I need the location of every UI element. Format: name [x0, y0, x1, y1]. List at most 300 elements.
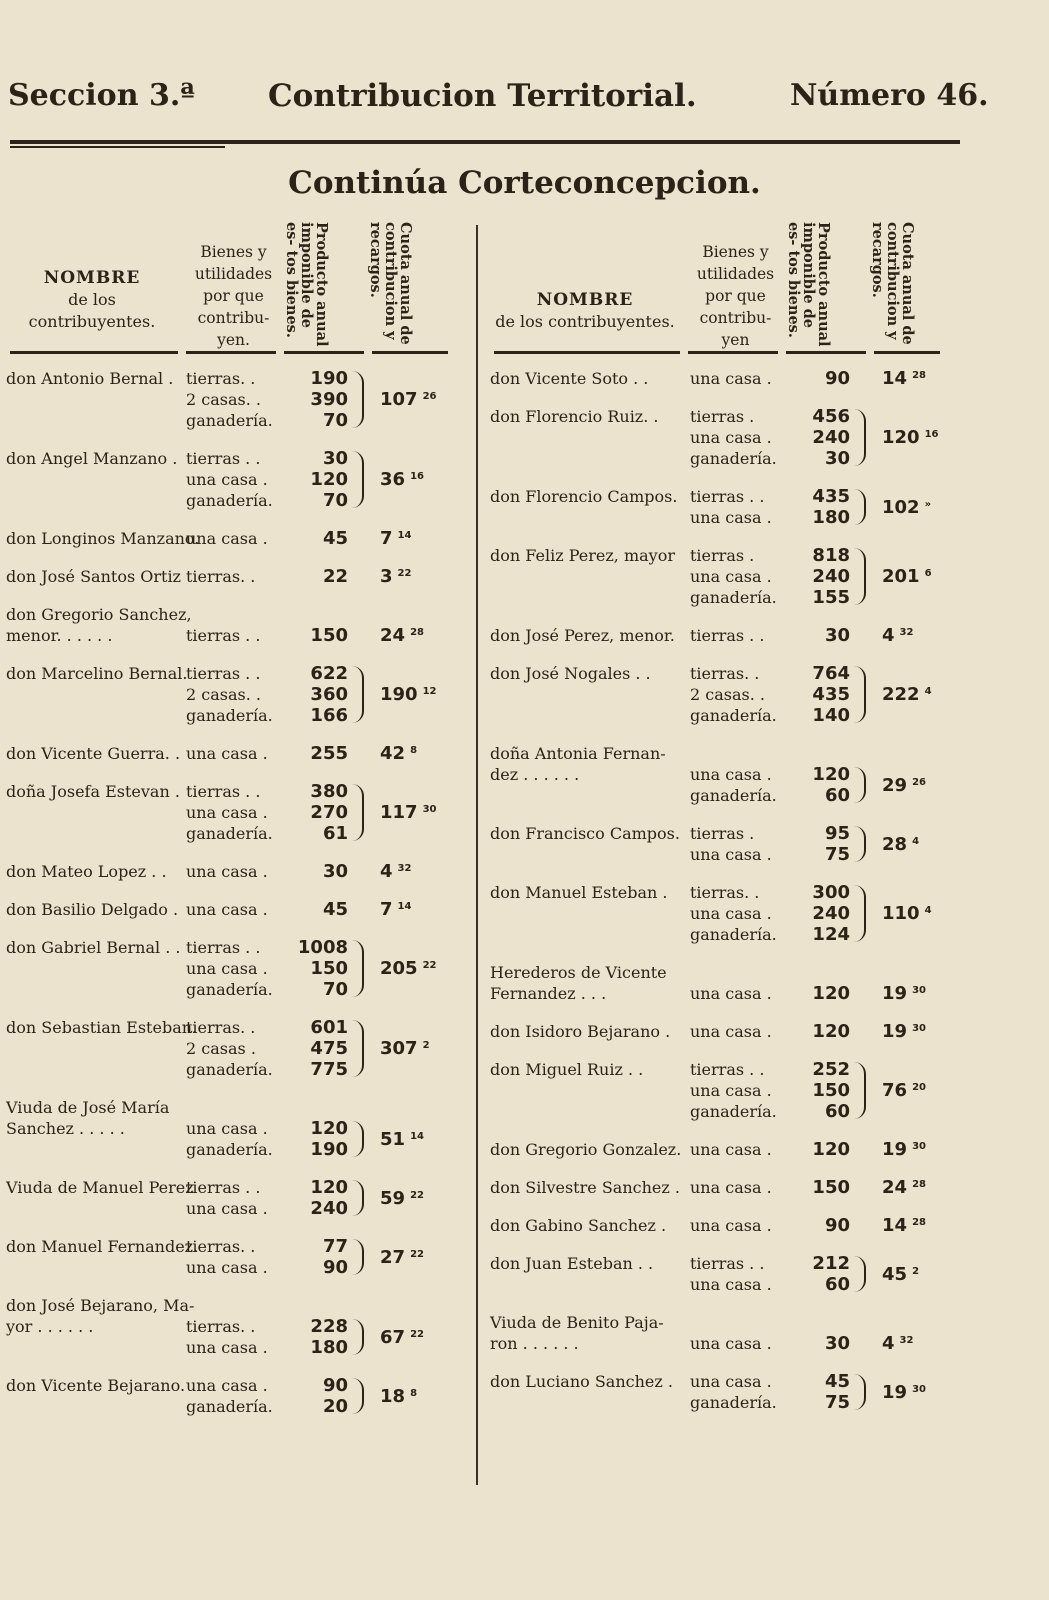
cuota-cell — [882, 1177, 926, 1198]
producto-value: 622 — [310, 663, 348, 684]
producto-value: 90 — [322, 1257, 348, 1278]
producto-value: 45 — [322, 528, 348, 549]
bienes-cell — [186, 663, 273, 726]
bienes-line: una casa . — [186, 1199, 268, 1218]
cuota-cell — [882, 566, 932, 587]
producto-value: 252 — [812, 1059, 850, 1080]
contributor-name — [6, 1295, 194, 1337]
brace-mark — [852, 489, 866, 525]
bienes-line: 2 casas. . — [186, 685, 261, 704]
contributor-name-line: don Angel Manzano . — [6, 449, 178, 468]
contributor-name-line: don Mateo Lopez . . — [6, 862, 167, 881]
bienes-cell — [186, 861, 268, 882]
contributor-name — [490, 882, 668, 903]
contributor-name — [6, 663, 187, 684]
bienes-line: una casa . — [186, 529, 268, 548]
cuota-value: 36 — [380, 469, 406, 490]
bienes-line: una casa . — [690, 1334, 772, 1353]
producto-value: 212 — [812, 1253, 850, 1274]
header-underline — [874, 351, 940, 354]
cuota-value: 59 — [380, 1187, 406, 1209]
contributor-name — [490, 1371, 673, 1392]
bienes-line: ganadería. — [186, 411, 273, 430]
producto-cell — [790, 962, 850, 1004]
cuota-cell — [380, 1038, 430, 1059]
contributor-name — [490, 406, 659, 427]
cuota-cents: 32 — [397, 863, 412, 874]
bienes-cell — [690, 625, 764, 646]
brace-mark — [852, 666, 866, 723]
producto-value: 95 — [824, 823, 850, 844]
producto-value: 150 — [812, 1080, 850, 1101]
cuota-cents: 14 — [397, 901, 412, 912]
cuota-cell — [380, 389, 437, 410]
cuota-cents: 30 — [912, 1141, 926, 1152]
producto-cell — [288, 528, 348, 549]
bienes-cell — [690, 962, 772, 1004]
bienes-line: tierras. . — [186, 369, 256, 388]
contributor-name — [490, 545, 675, 566]
cuota-cell — [380, 1188, 424, 1209]
cuota-value: 7 — [380, 528, 393, 549]
bienes-cell — [690, 823, 772, 865]
producto-value: 150 — [310, 625, 348, 646]
table-row — [490, 368, 950, 389]
contributor-name-line: don Manuel Fernandez. — [6, 1237, 199, 1256]
brace-mark — [852, 1062, 866, 1119]
producto-value: 30 — [322, 861, 348, 882]
producto-value — [790, 743, 850, 764]
cuota-value: 29 — [882, 774, 908, 796]
header-underline — [494, 351, 680, 354]
producto-value: 30 — [824, 448, 850, 469]
contributor-name — [6, 781, 180, 802]
table-row — [490, 743, 950, 806]
bienes-cell — [690, 1371, 777, 1413]
contributor-name-line: don José Bejarano, Ma- — [6, 1296, 195, 1315]
table-row — [6, 663, 456, 726]
producto-cell — [288, 1375, 348, 1417]
table-row — [6, 368, 456, 431]
bienes-cell — [186, 528, 268, 549]
producto-value: 150 — [310, 958, 348, 979]
cuota-value: 76 — [882, 1080, 908, 1101]
producto-cell — [790, 882, 850, 945]
producto-value: 228 — [310, 1316, 348, 1337]
bienes-line: 2 casas. . — [690, 685, 765, 704]
bienes-line — [690, 1312, 772, 1333]
bienes-line: tierras. . — [186, 1317, 256, 1336]
contributor-name-line: Fernandez . . . — [490, 984, 607, 1003]
cuota-value: 4 — [882, 1333, 895, 1354]
brace-mark — [350, 1020, 364, 1077]
producto-value: 30 — [322, 448, 348, 469]
contributor-name-line: don Francisco Campos. — [490, 824, 680, 843]
cuota-value: 117 — [380, 802, 418, 823]
contributor-name — [490, 1253, 653, 1274]
producto-value: 435 — [812, 684, 850, 705]
cuota-cents: 4 — [924, 905, 932, 916]
cuota-value: 24 — [882, 1177, 908, 1198]
bienes-line — [690, 962, 772, 983]
bienes-cell — [186, 899, 268, 920]
cuota-cell — [882, 1264, 919, 1285]
cuota-header: Cuota anual de contribucion y recargos. — [367, 222, 414, 345]
cuota-cell — [882, 834, 919, 855]
cuota-cents: 30 — [912, 1023, 926, 1034]
header-rule-short — [10, 146, 225, 148]
name-header-title: NOMBRE — [43, 268, 141, 288]
name-header-sub: de los contribuyentes. — [28, 290, 156, 331]
table-row — [490, 406, 950, 469]
cuota-value: 7 — [380, 899, 393, 920]
bienes-line: una casa . — [186, 1119, 268, 1138]
cuota-cell — [380, 958, 437, 979]
cuota-value: 120 — [882, 427, 920, 448]
table-row — [490, 1021, 950, 1042]
cuota-cell — [380, 861, 411, 882]
cuota-cell — [882, 1021, 926, 1042]
bienes-cell — [186, 1375, 273, 1417]
producto-value: 124 — [812, 924, 850, 945]
cuota-cell — [380, 743, 417, 764]
producto-value — [790, 962, 850, 983]
name-header-title: NOMBRE — [536, 290, 634, 310]
table-row — [6, 1295, 456, 1358]
bienes-cell — [690, 1139, 772, 1160]
table-row — [490, 1139, 950, 1160]
contributor-name — [490, 1021, 670, 1042]
bienes-line: 2 casas . — [186, 1039, 256, 1058]
brace-mark — [350, 1239, 364, 1275]
name-header — [6, 267, 178, 333]
bienes-line: tierras . . — [186, 1178, 261, 1197]
cuota-cents: 20 — [912, 1082, 926, 1093]
cuota-cell — [380, 566, 411, 587]
page-number: Número 46. — [790, 78, 989, 113]
contributor-name — [490, 368, 648, 389]
table-row — [6, 861, 456, 882]
contributor-name-line: don Vicente Soto . . — [490, 369, 649, 388]
cuota-value: 201 — [882, 566, 920, 587]
brace-mark — [350, 1378, 364, 1414]
producto-value: 240 — [310, 1198, 348, 1219]
producto-value: 70 — [322, 979, 348, 1000]
contributor-name-line: don Isidoro Bejarano . — [490, 1022, 671, 1041]
cuota-value: 3 — [380, 566, 393, 587]
contributor-name — [490, 1139, 681, 1160]
producto-value: 601 — [310, 1017, 348, 1038]
producto-value — [288, 1097, 348, 1118]
header-rule — [10, 140, 960, 144]
cuota-cents: 28 — [912, 370, 926, 381]
cuota-cents: 26 — [422, 391, 437, 402]
producto-cell — [288, 1017, 348, 1080]
producto-value: 90 — [824, 368, 850, 389]
producto-value: 60 — [824, 785, 850, 806]
header-underline — [284, 351, 364, 354]
cuota-cents: 26 — [912, 776, 926, 788]
bienes-cell — [186, 448, 273, 511]
producto-value: 60 — [824, 1101, 850, 1122]
producto-value — [790, 1312, 850, 1333]
bienes-line: tierras . . — [186, 782, 261, 801]
bienes-cell — [186, 1295, 268, 1358]
contributor-name-line: don Silvestre Sanchez . — [490, 1178, 680, 1197]
cuota-value: 67 — [380, 1326, 406, 1348]
brace-mark — [852, 767, 866, 803]
cuota-value: 14 — [882, 1215, 908, 1236]
cuota-cents: 2 — [422, 1040, 430, 1051]
contributor-name-line: don Longinos Manzano. — [6, 529, 200, 548]
bienes-cell — [186, 1236, 268, 1278]
cuota-value: 42 — [380, 743, 406, 764]
producto-value: 180 — [812, 507, 850, 528]
producto-cell — [288, 368, 348, 431]
contributor-name-line: ron . . . . . . — [490, 1334, 579, 1353]
producto-header: Producto anual imponible de es- tos bienes. — [785, 222, 832, 347]
cuota-cents: 22 — [422, 960, 437, 971]
cuota-cents: 8 — [410, 1387, 418, 1399]
producto-value: 240 — [812, 903, 850, 924]
header-underline — [10, 351, 178, 354]
brace-mark — [350, 784, 364, 841]
producto-value: 30 — [824, 1333, 850, 1354]
producto-value: 120 — [812, 1021, 850, 1042]
bienes-line: una casa . — [690, 984, 772, 1003]
cuota-value: 24 — [380, 625, 406, 646]
cuota-cell — [380, 1386, 417, 1407]
bienes-line: una casa . — [690, 1372, 772, 1391]
bienes-line: una casa . — [186, 744, 268, 763]
producto-cell — [790, 1059, 850, 1122]
bienes-header: Bienes y utilidades por que contribu- yen — [696, 243, 775, 349]
cuota-cell — [380, 1247, 424, 1268]
producto-cell — [790, 743, 850, 806]
contributor-name-line: menor. . . . . . — [6, 626, 113, 645]
contributor-name — [6, 604, 192, 646]
table-row — [490, 1371, 950, 1413]
cuota-cell — [882, 983, 926, 1004]
contributor-name-line: don José Nogales . . — [490, 664, 651, 683]
cuota-cell — [882, 1382, 926, 1403]
cuota-cents: 14 — [397, 530, 412, 541]
cuota-cents: 28 — [912, 1217, 926, 1228]
page-title: Contribucion Territorial. — [268, 78, 697, 114]
bienes-line: tierras. . — [186, 1237, 256, 1256]
producto-value: 120 — [310, 1118, 348, 1139]
cuota-value: 102 — [882, 496, 920, 518]
producto-value: 475 — [310, 1038, 348, 1059]
bienes-line: tierras . — [690, 824, 755, 843]
cuota-cents: 32 — [899, 1335, 914, 1346]
cuota-cents: 14 — [410, 1130, 424, 1142]
cuota-value: 19 — [882, 983, 908, 1004]
cuota-value: 19 — [882, 1021, 908, 1042]
producto-value: 120 — [812, 1139, 850, 1160]
contributor-name — [490, 823, 680, 844]
producto-value: 1008 — [297, 937, 348, 958]
bienes-line: ganadería. — [186, 706, 273, 725]
cuota-value: 45 — [882, 1263, 908, 1285]
bienes-cell — [690, 545, 777, 608]
page-subtitle: Continúa Corteconcepcion. — [288, 165, 761, 201]
producto-value: 380 — [310, 781, 348, 802]
contributor-name-line: don Vicente Guerra. . — [6, 744, 181, 763]
brace-mark — [852, 826, 866, 862]
brace-mark — [852, 1374, 866, 1410]
contributor-name — [490, 1312, 664, 1354]
column-divider — [476, 225, 478, 1485]
table-row — [6, 1177, 456, 1219]
producto-value: 764 — [812, 663, 850, 684]
bienes-cell — [690, 1021, 772, 1042]
bienes-line: tierras. . — [186, 567, 256, 586]
cuota-cell — [380, 899, 411, 920]
bienes-line: tierras . . — [690, 1060, 765, 1079]
cuota-cents: 32 — [899, 627, 914, 638]
cuota-cents: 28 — [912, 1179, 926, 1190]
table-row — [490, 823, 950, 865]
cuota-cell — [380, 1129, 424, 1150]
table-row — [6, 899, 456, 920]
table-row — [6, 781, 456, 844]
cuota-cell — [882, 368, 926, 389]
brace-mark — [350, 371, 364, 428]
cuota-cell — [882, 427, 939, 448]
table-row — [6, 1375, 456, 1417]
contributor-name — [6, 566, 181, 587]
producto-value: 240 — [812, 566, 850, 587]
contributor-name-line: don Miguel Ruiz . . — [490, 1060, 644, 1079]
producto-cell — [790, 625, 850, 646]
cuota-cents: 4 — [912, 835, 920, 847]
bienes-line: una casa . — [186, 900, 268, 919]
contributor-name — [6, 899, 178, 920]
producto-value: 60 — [824, 1274, 850, 1295]
bienes-line: una casa . — [186, 1338, 268, 1357]
bienes-cell — [186, 743, 268, 764]
cuota-value: 205 — [380, 958, 418, 979]
producto-value: 30 — [824, 625, 850, 646]
bienes-cell — [690, 406, 777, 469]
bienes-line: tierras . . — [690, 1254, 765, 1273]
contributor-name — [6, 1177, 194, 1198]
bienes-cell — [186, 937, 273, 1000]
contributor-name — [6, 368, 173, 389]
brace-mark — [350, 1121, 364, 1157]
producto-value: 75 — [824, 844, 850, 865]
table-row — [490, 1215, 950, 1236]
producto-value: 140 — [812, 705, 850, 726]
bienes-line: una casa . — [690, 1216, 772, 1235]
producto-cell — [790, 1253, 850, 1295]
bienes-line: tierras . . — [186, 938, 261, 957]
cuota-cell — [882, 684, 932, 705]
table-row — [490, 1177, 950, 1198]
brace-mark — [350, 1180, 364, 1216]
bienes-line: ganadería. — [690, 925, 777, 944]
contributor-name-line: don Gregorio Sanchez, — [6, 605, 192, 624]
contributor-name — [6, 1097, 169, 1139]
brace-mark — [852, 409, 866, 466]
producto-cell — [790, 823, 850, 865]
bienes-cell — [186, 781, 273, 844]
contributor-name — [6, 861, 167, 882]
cuota-value: 19 — [882, 1139, 908, 1160]
producto-value: 45 — [322, 899, 348, 920]
bienes-line: ganadería. — [186, 824, 273, 843]
bienes-cell — [186, 368, 273, 431]
contributor-name — [490, 663, 651, 684]
bienes-line: una casa . — [186, 1258, 268, 1277]
table-row — [490, 1312, 950, 1354]
producto-cell — [288, 448, 348, 511]
producto-value: 90 — [824, 1215, 850, 1236]
table-row — [490, 962, 950, 1004]
producto-cell — [288, 1177, 348, 1219]
producto-value: 120 — [310, 469, 348, 490]
bienes-header: Bienes y utilidades por que contribu- yen. — [194, 243, 273, 349]
table-row — [6, 566, 456, 587]
producto-value: 150 — [812, 1177, 850, 1198]
bienes-line: una casa . — [186, 862, 268, 881]
contributor-name-line: dez . . . . . . — [490, 765, 580, 784]
producto-value: 120 — [812, 764, 850, 785]
table-row — [490, 1059, 950, 1122]
cuota-value: 4 — [380, 861, 393, 882]
brace-mark — [350, 666, 364, 723]
bienes-line: tierras. . — [690, 664, 760, 683]
cuota-cell — [882, 1333, 913, 1354]
producto-value: 155 — [812, 587, 850, 608]
bienes-line — [186, 1097, 273, 1118]
bienes-line: tierras . . — [690, 487, 765, 506]
bienes-cell — [690, 743, 777, 806]
table-row — [490, 1253, 950, 1295]
bienes-line: una casa . — [690, 1178, 772, 1197]
header-underline — [688, 351, 778, 354]
cuota-cell — [380, 469, 424, 490]
bienes-line: una casa . — [690, 1140, 772, 1159]
bienes-line: tierras. . — [186, 1018, 256, 1037]
table-row — [6, 1017, 456, 1080]
contributor-name — [6, 743, 180, 764]
brace-mark — [350, 1319, 364, 1355]
table-row — [6, 1097, 456, 1160]
producto-cell — [288, 1236, 348, 1278]
bienes-line: ganadería. — [690, 1393, 777, 1412]
brace-mark — [350, 940, 364, 997]
producto-header: Producto anual imponible de es- tos bienes. — [283, 222, 330, 347]
producto-value: 77 — [322, 1236, 348, 1257]
bienes-line: una casa . — [690, 1022, 772, 1041]
producto-cell — [288, 743, 348, 764]
cuota-cell — [380, 684, 437, 705]
bienes-line: 2 casas. . — [186, 390, 261, 409]
bienes-cell — [690, 1215, 772, 1236]
bienes-cell — [690, 368, 772, 389]
bienes-line: una casa . — [186, 1376, 268, 1395]
table-row — [6, 1236, 456, 1278]
producto-value: 255 — [310, 743, 348, 764]
producto-cell — [288, 1295, 348, 1358]
contributor-name — [490, 1177, 680, 1198]
cuota-cents: 30 — [422, 804, 437, 815]
contributor-name-line: don Manuel Esteban . — [490, 883, 668, 902]
bienes-line: ganadería. — [690, 449, 777, 468]
producto-value: 20 — [322, 1396, 348, 1417]
